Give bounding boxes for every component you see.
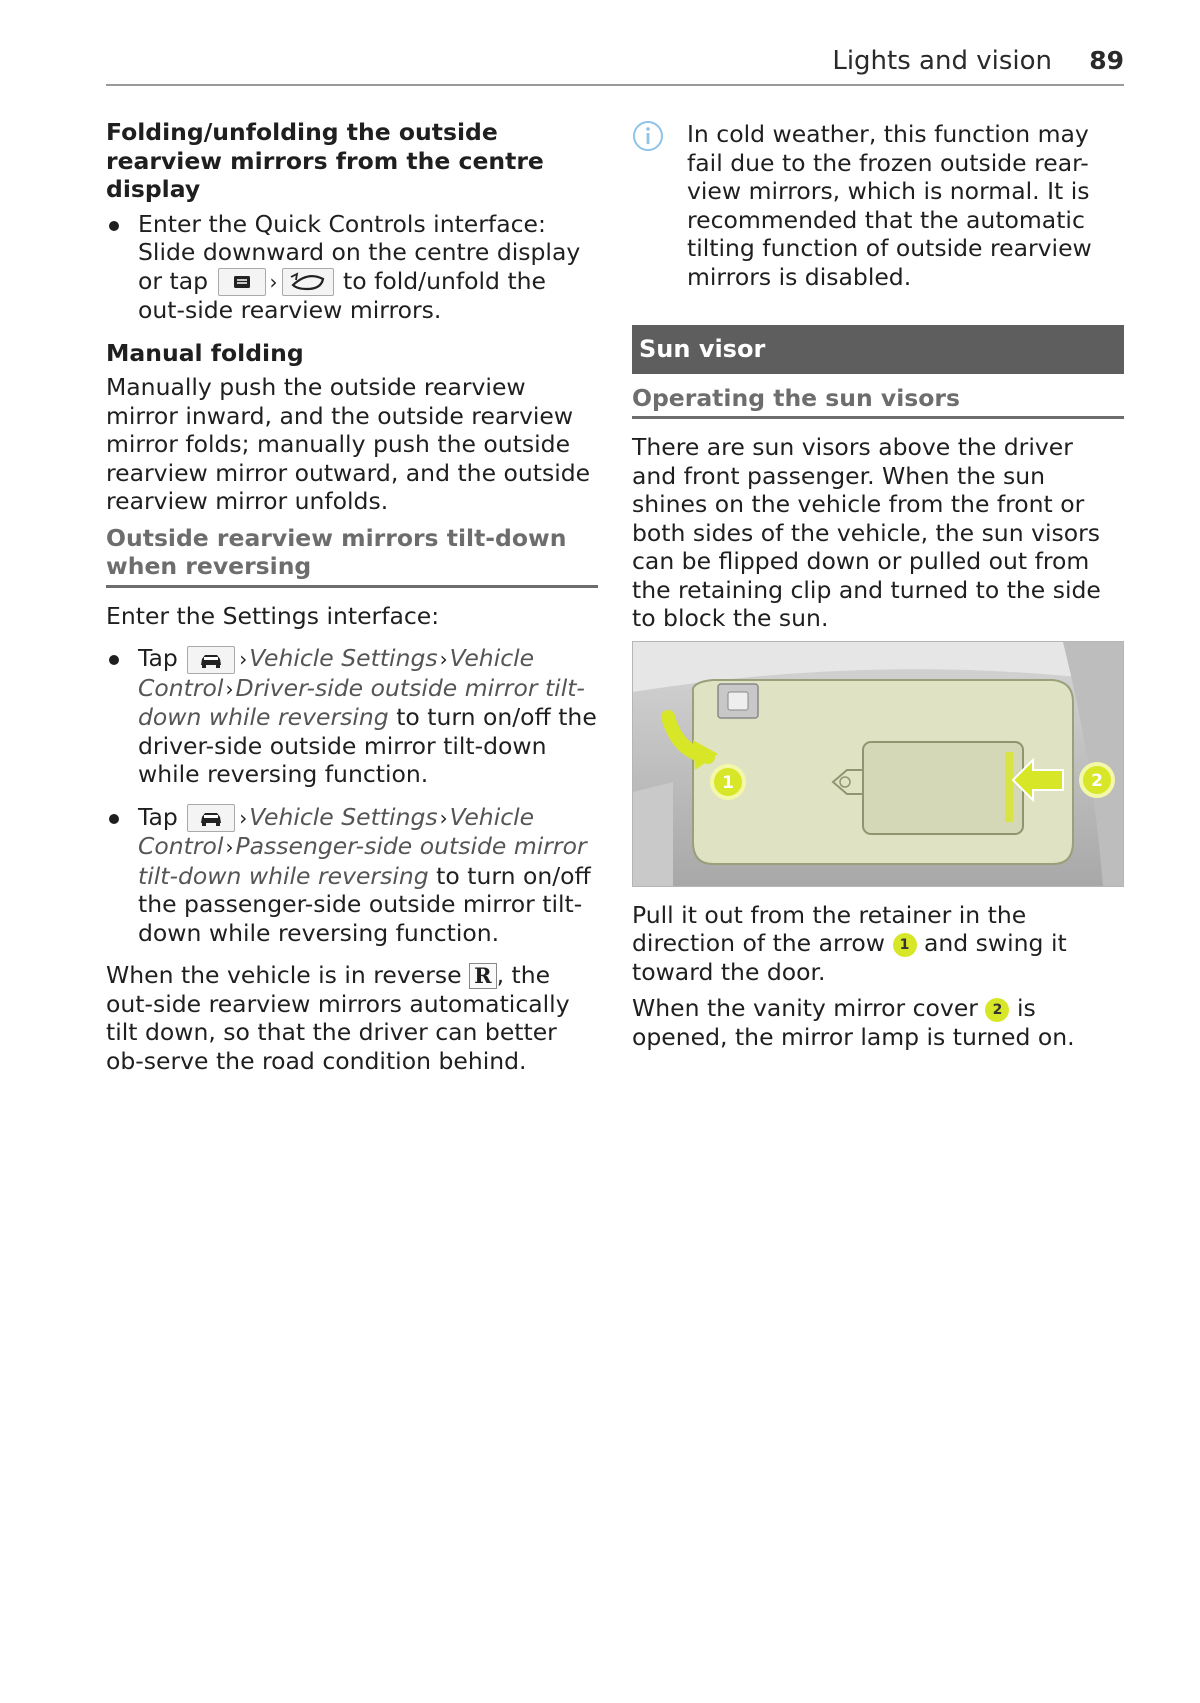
quick-controls-icon xyxy=(218,268,266,296)
chapter-title: Lights and vision xyxy=(832,46,1052,76)
manual-text: Manually push the outside rearview mirror inward, and the outside rearview mirror folds; manually push the outside rearview mirror outward, and the outside rearview mirror unfolds. xyxy=(106,373,591,515)
path-vehicle-settings: Vehicle Settings xyxy=(249,644,438,672)
mirror-fold-icon xyxy=(282,268,334,296)
manual-heading: Manual folding xyxy=(106,338,304,367)
reverse-text-a: When the vehicle is in reverse xyxy=(106,961,462,989)
chevron-right-icon: › xyxy=(239,647,248,671)
reverse-gear-key: R xyxy=(469,963,496,989)
chevron-right-icon: › xyxy=(439,647,448,671)
right-column xyxy=(632,120,1124,1059)
info-note xyxy=(632,120,1124,291)
b2-rest: to turn on/off the passenger-side outside mirror tilt-down while reversing function. xyxy=(138,861,591,947)
chevron-right-icon: › xyxy=(225,835,234,859)
section-title: Sun visor xyxy=(632,325,1124,374)
path-driver-mirror: Driver-side outside mirror tilt-down while reversing xyxy=(138,673,585,731)
lamp-text-b: is opened, the mirror lamp is turned on. xyxy=(632,994,1075,1051)
tap-label: Tap xyxy=(138,802,178,831)
lamp-text xyxy=(632,994,1124,1051)
path-vehicle-settings: Vehicle Settings xyxy=(249,802,438,831)
sub-heading: Operating the sun visors xyxy=(632,384,1124,420)
settings-intro: Enter the Settings interface: xyxy=(106,601,440,630)
chevron-right-icon: › xyxy=(239,805,248,830)
chevron-right-icon: › xyxy=(225,676,234,701)
chevron-right-icon: › xyxy=(269,269,278,294)
pull-text xyxy=(632,901,1124,987)
sun-visor-illustration xyxy=(632,641,1124,887)
intro-text: There are sun visors above the driver and front passenger. When the sun shines on the vehicle from the front or both sides of the vehicle, the sun visors can be flipped down or pulled out from the retaining clip and turned to the side to block the sun. xyxy=(632,433,1101,632)
callout-badge-1: 1 xyxy=(893,933,917,957)
list-item xyxy=(106,644,598,789)
list-item xyxy=(106,803,598,948)
lamp-text-a: When the vanity mirror cover xyxy=(632,994,978,1022)
pull-text-a: Pull it out from the retainer in the direction of the arrow xyxy=(632,900,1027,957)
car-icon xyxy=(187,646,235,674)
tilt-bullets xyxy=(106,644,598,947)
list-item xyxy=(106,210,598,325)
figure-callout-1: 1 xyxy=(722,772,734,793)
tap-label: Tap xyxy=(138,644,178,672)
path-vehicle-control: Vehicle Control xyxy=(138,802,535,860)
reverse-text-b: , the out-side rearview mirrors automatically tilt down, so that the driver can better ob-serve the road condition behind. xyxy=(106,961,570,1075)
b1-rest: to turn on/off the driver-side outside mirror tilt-down while reversing function. xyxy=(138,703,597,788)
info-text: In cold weather, this function may fail due to the frozen outside rear-view mirrors, which is normal. It is recommended that the automatic tilting function of outside rearview mirrors is disabled. xyxy=(687,120,1092,291)
fold-text-a: Enter the Quick Controls interface: Slide downward on the centre display or tap xyxy=(138,209,581,295)
pull-text-b: and swing it toward the door. xyxy=(632,929,1067,986)
fold-bullets xyxy=(106,210,598,325)
path-vehicle-control: Vehicle Control xyxy=(138,644,535,702)
page-number: 89 xyxy=(1089,46,1124,75)
chevron-right-icon: › xyxy=(439,805,448,830)
fold-text-b: to fold/unfold the out-side rearview mirrors. xyxy=(138,266,547,324)
callout-badge-2: 2 xyxy=(985,998,1009,1022)
info-icon xyxy=(632,120,664,159)
page-header xyxy=(106,40,1124,86)
reverse-text xyxy=(106,961,598,1075)
tilt-heading: Outside rearview mirrors tilt-down when reversing xyxy=(106,524,598,588)
fold-heading: Folding/unfolding the outside rearview mirrors from the centre display xyxy=(106,118,544,203)
figure-callout-2: 2 xyxy=(1091,770,1103,791)
path-passenger-mirror: Passenger-side outside mirror tilt-down while reversing xyxy=(138,832,587,890)
left-column xyxy=(106,118,598,1083)
car-icon xyxy=(187,804,235,832)
